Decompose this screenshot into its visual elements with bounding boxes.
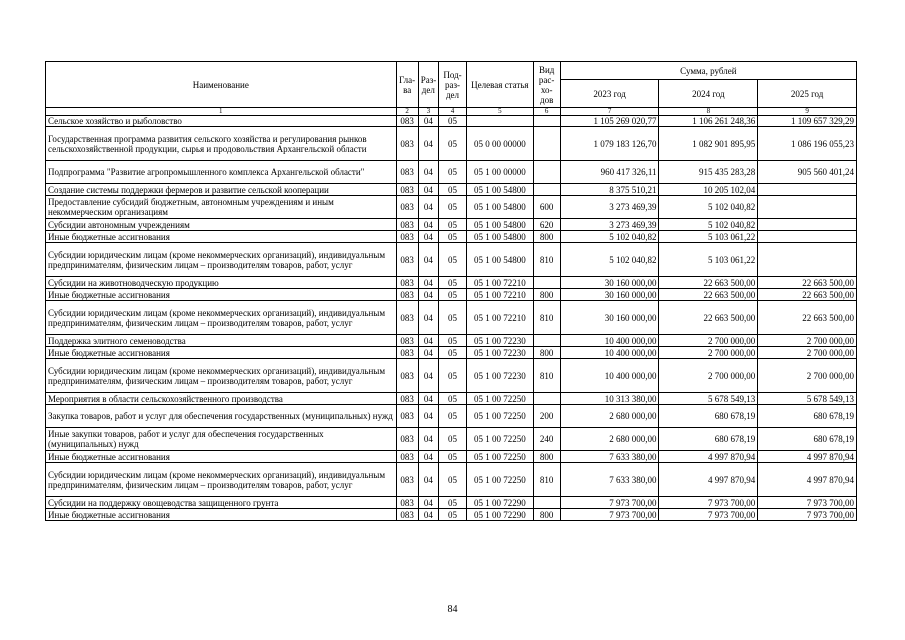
row-sum-2023: 5 102 040,82 — [560, 231, 659, 243]
row-razdel: 04 — [418, 243, 438, 277]
row-glava: 083 — [396, 219, 418, 231]
row-podrazdel: 05 — [438, 116, 466, 127]
row-vid: 600 — [533, 196, 560, 219]
row-sum-2025: 2 700 000,00 — [758, 347, 857, 359]
row-sum-2025: 22 663 500,00 — [758, 289, 857, 301]
column-number: 2 — [396, 108, 418, 116]
row-razdel: 04 — [418, 463, 438, 497]
header-name: Наименование — [46, 62, 397, 108]
row-podrazdel: 05 — [438, 231, 466, 243]
row-sum-2025: 1 109 657 329,29 — [758, 116, 857, 127]
row-vid: 800 — [533, 289, 560, 301]
row-glava: 083 — [396, 509, 418, 521]
row-target: 05 0 00 00000 — [467, 127, 533, 161]
row-glava: 083 — [396, 451, 418, 463]
row-name: Иные бюджетные ассигнования — [46, 231, 397, 243]
header-2024: 2024 год — [659, 80, 758, 108]
row-sum-2025: 2 700 000,00 — [758, 359, 857, 393]
header-glava: Гла-ва — [396, 62, 418, 108]
row-sum-2023: 10 400 000,00 — [560, 335, 659, 347]
row-vid — [533, 116, 560, 127]
table-row — [46, 219, 857, 231]
row-glava: 083 — [396, 301, 418, 335]
row-sum-2025 — [758, 231, 857, 243]
row-razdel: 04 — [418, 301, 438, 335]
row-name: Субсидии автономным учреждениям — [46, 219, 397, 231]
table-header — [46, 62, 857, 116]
table-row — [46, 277, 857, 289]
header-vid: Вид рас-хо-дов — [533, 62, 560, 108]
row-razdel: 04 — [418, 428, 438, 451]
row-podrazdel: 05 — [438, 127, 466, 161]
row-target: 05 1 00 72230 — [467, 335, 533, 347]
header-sum: Сумма, рублей — [560, 62, 856, 80]
row-name: Иные бюджетные ассигнования — [46, 347, 397, 359]
row-sum-2023: 8 375 510,21 — [560, 184, 659, 196]
row-vid — [533, 184, 560, 196]
row-glava: 083 — [396, 497, 418, 509]
row-sum-2023: 30 160 000,00 — [560, 301, 659, 335]
row-sum-2024: 22 663 500,00 — [659, 301, 758, 335]
row-vid — [533, 161, 560, 184]
row-sum-2023: 30 160 000,00 — [560, 277, 659, 289]
row-sum-2024: 2 700 000,00 — [659, 359, 758, 393]
table-row — [46, 301, 857, 335]
row-sum-2024: 680 678,19 — [659, 405, 758, 428]
row-razdel: 04 — [418, 116, 438, 127]
row-sum-2023: 7 633 380,00 — [560, 463, 659, 497]
row-name: Поддержка элитного семеноводства — [46, 335, 397, 347]
row-target: 05 1 00 54800 — [467, 184, 533, 196]
row-vid: 800 — [533, 347, 560, 359]
row-vid — [533, 127, 560, 161]
row-razdel: 04 — [418, 497, 438, 509]
row-sum-2024: 5 678 549,13 — [659, 393, 758, 405]
row-name: Субсидии юридическим лицам (кроме некоммерческих организаций), индивидуальным предпринимателям, физическим лицам – производителям товаров, работ, услуг — [46, 243, 397, 277]
row-name: Иные бюджетные ассигнования — [46, 289, 397, 301]
row-target: 05 1 00 54800 — [467, 219, 533, 231]
row-sum-2025: 22 663 500,00 — [758, 277, 857, 289]
row-target: 05 1 00 72230 — [467, 359, 533, 393]
row-podrazdel: 05 — [438, 347, 466, 359]
row-sum-2025: 1 086 196 055,23 — [758, 127, 857, 161]
row-glava: 083 — [396, 277, 418, 289]
row-vid: 810 — [533, 359, 560, 393]
row-target: 05 1 00 72250 — [467, 393, 533, 405]
row-razdel: 04 — [418, 289, 438, 301]
row-sum-2023: 2 680 000,00 — [560, 428, 659, 451]
row-name: Закупка товаров, работ и услуг для обеспечения государственных (муниципальных) нужд — [46, 405, 397, 428]
row-podrazdel: 05 — [438, 463, 466, 497]
row-razdel: 04 — [418, 127, 438, 161]
row-glava: 083 — [396, 184, 418, 196]
row-sum-2024: 10 205 102,04 — [659, 184, 758, 196]
row-target: 05 1 00 72290 — [467, 509, 533, 521]
row-vid: 810 — [533, 243, 560, 277]
row-target: 05 1 00 00000 — [467, 161, 533, 184]
table-row — [46, 161, 857, 184]
row-podrazdel: 05 — [438, 428, 466, 451]
row-glava: 083 — [396, 359, 418, 393]
table-row — [46, 497, 857, 509]
row-name: Субсидии юридическим лицам (кроме некоммерческих организаций), индивидуальным предпринимателям, физическим лицам – производителям товаров, работ, услуг — [46, 463, 397, 497]
row-podrazdel: 05 — [438, 405, 466, 428]
row-sum-2025: 4 997 870,94 — [758, 451, 857, 463]
row-razdel: 04 — [418, 231, 438, 243]
row-vid: 620 — [533, 219, 560, 231]
row-sum-2024: 1 082 901 895,95 — [659, 127, 758, 161]
row-podrazdel: 05 — [438, 243, 466, 277]
row-name: Подпрограмма "Развитие агропромышленного комплекса Архангельской области" — [46, 161, 397, 184]
row-glava: 083 — [396, 161, 418, 184]
row-sum-2023: 3 273 469,39 — [560, 196, 659, 219]
row-sum-2023: 10 313 380,00 — [560, 393, 659, 405]
row-sum-2024: 5 102 040,82 — [659, 219, 758, 231]
row-vid: 810 — [533, 463, 560, 497]
row-sum-2023: 2 680 000,00 — [560, 405, 659, 428]
row-target: 05 1 00 72250 — [467, 463, 533, 497]
column-number: 9 — [758, 108, 857, 116]
row-podrazdel: 05 — [438, 184, 466, 196]
row-name: Субсидии юридическим лицам (кроме некоммерческих организаций), индивидуальным предпринимателям, физическим лицам – производителям товаров, работ, услуг — [46, 301, 397, 335]
table-body — [46, 116, 857, 521]
row-sum-2025: 22 663 500,00 — [758, 301, 857, 335]
row-razdel: 04 — [418, 277, 438, 289]
row-glava: 083 — [396, 231, 418, 243]
column-number: 5 — [467, 108, 533, 116]
row-razdel: 04 — [418, 359, 438, 393]
table-row — [46, 393, 857, 405]
column-number: 7 — [560, 108, 659, 116]
table-row — [46, 335, 857, 347]
row-podrazdel: 05 — [438, 277, 466, 289]
row-sum-2024: 1 106 261 248,36 — [659, 116, 758, 127]
row-vid: 800 — [533, 451, 560, 463]
row-glava: 083 — [396, 127, 418, 161]
row-podrazdel: 05 — [438, 289, 466, 301]
row-podrazdel: 05 — [438, 393, 466, 405]
table-row — [46, 428, 857, 451]
row-glava: 083 — [396, 463, 418, 497]
table-row — [46, 405, 857, 428]
row-podrazdel: 05 — [438, 219, 466, 231]
row-name: Иные закупки товаров, работ и услуг для обеспечения государственных (муниципальных) нужд — [46, 428, 397, 451]
row-target: 05 1 00 72250 — [467, 405, 533, 428]
row-sum-2023: 7 633 380,00 — [560, 451, 659, 463]
row-target — [467, 116, 533, 127]
row-target: 05 1 00 72290 — [467, 497, 533, 509]
row-sum-2024: 22 663 500,00 — [659, 277, 758, 289]
table-row — [46, 196, 857, 219]
row-sum-2025 — [758, 184, 857, 196]
row-razdel: 04 — [418, 509, 438, 521]
row-vid — [533, 497, 560, 509]
row-vid: 240 — [533, 428, 560, 451]
table-row — [46, 231, 857, 243]
header-2025: 2025 год — [758, 80, 857, 108]
row-sum-2024: 4 997 870,94 — [659, 451, 758, 463]
row-sum-2024: 5 103 061,22 — [659, 243, 758, 277]
row-vid: 800 — [533, 231, 560, 243]
header-2023: 2023 год — [560, 80, 659, 108]
row-target: 05 1 00 72250 — [467, 451, 533, 463]
row-glava: 083 — [396, 393, 418, 405]
column-number: 3 — [418, 108, 438, 116]
header-target: Целевая статья — [467, 62, 533, 108]
row-sum-2024: 2 700 000,00 — [659, 335, 758, 347]
column-numbers-row — [46, 108, 857, 116]
row-name: Иные бюджетные ассигнования — [46, 509, 397, 521]
row-sum-2025: 7 973 700,00 — [758, 509, 857, 521]
table-row — [46, 184, 857, 196]
row-vid: 200 — [533, 405, 560, 428]
row-razdel: 04 — [418, 347, 438, 359]
row-name: Сельское хозяйство и рыболовство — [46, 116, 397, 127]
table-row — [46, 509, 857, 521]
row-glava: 083 — [396, 335, 418, 347]
row-target: 05 1 00 72230 — [467, 347, 533, 359]
header-razdel: Раз-дел — [418, 62, 438, 108]
row-name: Мероприятия в области сельскохозяйственного производства — [46, 393, 397, 405]
row-razdel: 04 — [418, 184, 438, 196]
table-row — [46, 289, 857, 301]
row-podrazdel: 05 — [438, 451, 466, 463]
row-glava: 083 — [396, 428, 418, 451]
row-glava: 083 — [396, 243, 418, 277]
row-name: Субсидии на поддержку овощеводства защищенного грунта — [46, 497, 397, 509]
page-number: 84 — [447, 604, 458, 615]
row-razdel: 04 — [418, 335, 438, 347]
column-number: 4 — [438, 108, 466, 116]
row-sum-2024: 915 435 283,28 — [659, 161, 758, 184]
row-sum-2025: 680 678,19 — [758, 405, 857, 428]
row-sum-2024: 7 973 700,00 — [659, 497, 758, 509]
row-sum-2023: 1 079 183 126,70 — [560, 127, 659, 161]
row-razdel: 04 — [418, 451, 438, 463]
row-razdel: 04 — [418, 219, 438, 231]
row-sum-2023: 960 417 326,11 — [560, 161, 659, 184]
row-name: Субсидии юридическим лицам (кроме некоммерческих организаций), индивидуальным предпринимателям, физическим лицам – производителям товаров, работ, услуг — [46, 359, 397, 393]
row-razdel: 04 — [418, 161, 438, 184]
row-sum-2025: 680 678,19 — [758, 428, 857, 451]
row-sum-2025: 2 700 000,00 — [758, 335, 857, 347]
row-target: 05 1 00 72250 — [467, 428, 533, 451]
row-razdel: 04 — [418, 196, 438, 219]
row-target: 05 1 00 72210 — [467, 277, 533, 289]
header-podrazdel: Под-раз-дел — [438, 62, 466, 108]
row-sum-2023: 10 400 000,00 — [560, 347, 659, 359]
table-row — [46, 127, 857, 161]
row-name: Субсидии на животноводческую продукцию — [46, 277, 397, 289]
row-target: 05 1 00 54800 — [467, 243, 533, 277]
row-target: 05 1 00 54800 — [467, 196, 533, 219]
table-row — [46, 347, 857, 359]
row-sum-2025: 905 560 401,24 — [758, 161, 857, 184]
row-target: 05 1 00 72210 — [467, 289, 533, 301]
row-podrazdel: 05 — [438, 497, 466, 509]
row-glava: 083 — [396, 116, 418, 127]
row-name: Предоставление субсидий бюджетным, автономным учреждениям и иным некоммерческим организациям — [46, 196, 397, 219]
row-glava: 083 — [396, 289, 418, 301]
row-sum-2023: 7 973 700,00 — [560, 497, 659, 509]
budget-table — [45, 61, 857, 521]
row-sum-2023: 30 160 000,00 — [560, 289, 659, 301]
row-glava: 083 — [396, 347, 418, 359]
row-vid — [533, 393, 560, 405]
row-sum-2023: 5 102 040,82 — [560, 243, 659, 277]
row-vid — [533, 335, 560, 347]
row-vid: 800 — [533, 509, 560, 521]
row-podrazdel: 05 — [438, 359, 466, 393]
row-sum-2025 — [758, 219, 857, 231]
row-podrazdel: 05 — [438, 509, 466, 521]
row-glava: 083 — [396, 405, 418, 428]
row-sum-2024: 2 700 000,00 — [659, 347, 758, 359]
row-razdel: 04 — [418, 405, 438, 428]
column-number: 8 — [659, 108, 758, 116]
row-sum-2023: 7 973 700,00 — [560, 509, 659, 521]
table-row — [46, 463, 857, 497]
table-row — [46, 116, 857, 127]
column-number: 1 — [46, 108, 397, 116]
row-name: Государственная программа развития сельского хозяйства и регулирования рынков сельскохозяйственной продукции, сырья и продовольствия Архангельской области — [46, 127, 397, 161]
row-podrazdel: 05 — [438, 196, 466, 219]
row-sum-2023: 10 400 000,00 — [560, 359, 659, 393]
row-sum-2025: 4 997 870,94 — [758, 463, 857, 497]
table-row — [46, 243, 857, 277]
row-sum-2025: 5 678 549,13 — [758, 393, 857, 405]
row-sum-2025 — [758, 196, 857, 219]
row-razdel: 04 — [418, 393, 438, 405]
row-sum-2024: 5 102 040,82 — [659, 196, 758, 219]
column-number: 6 — [533, 108, 560, 116]
table-row — [46, 451, 857, 463]
row-target: 05 1 00 54800 — [467, 231, 533, 243]
row-sum-2024: 5 103 061,22 — [659, 231, 758, 243]
row-podrazdel: 05 — [438, 335, 466, 347]
table-row — [46, 359, 857, 393]
row-vid — [533, 277, 560, 289]
row-sum-2024: 7 973 700,00 — [659, 509, 758, 521]
row-glava: 083 — [396, 196, 418, 219]
row-vid: 810 — [533, 301, 560, 335]
row-sum-2024: 22 663 500,00 — [659, 289, 758, 301]
row-name: Иные бюджетные ассигнования — [46, 451, 397, 463]
row-sum-2025 — [758, 243, 857, 277]
row-podrazdel: 05 — [438, 161, 466, 184]
row-sum-2024: 4 997 870,94 — [659, 463, 758, 497]
row-sum-2023: 3 273 469,39 — [560, 219, 659, 231]
row-sum-2023: 1 105 269 020,77 — [560, 116, 659, 127]
row-sum-2025: 7 973 700,00 — [758, 497, 857, 509]
row-podrazdel: 05 — [438, 301, 466, 335]
row-name: Создание системы поддержки фермеров и развитие сельской кооперации — [46, 184, 397, 196]
row-sum-2024: 680 678,19 — [659, 428, 758, 451]
row-target: 05 1 00 72210 — [467, 301, 533, 335]
